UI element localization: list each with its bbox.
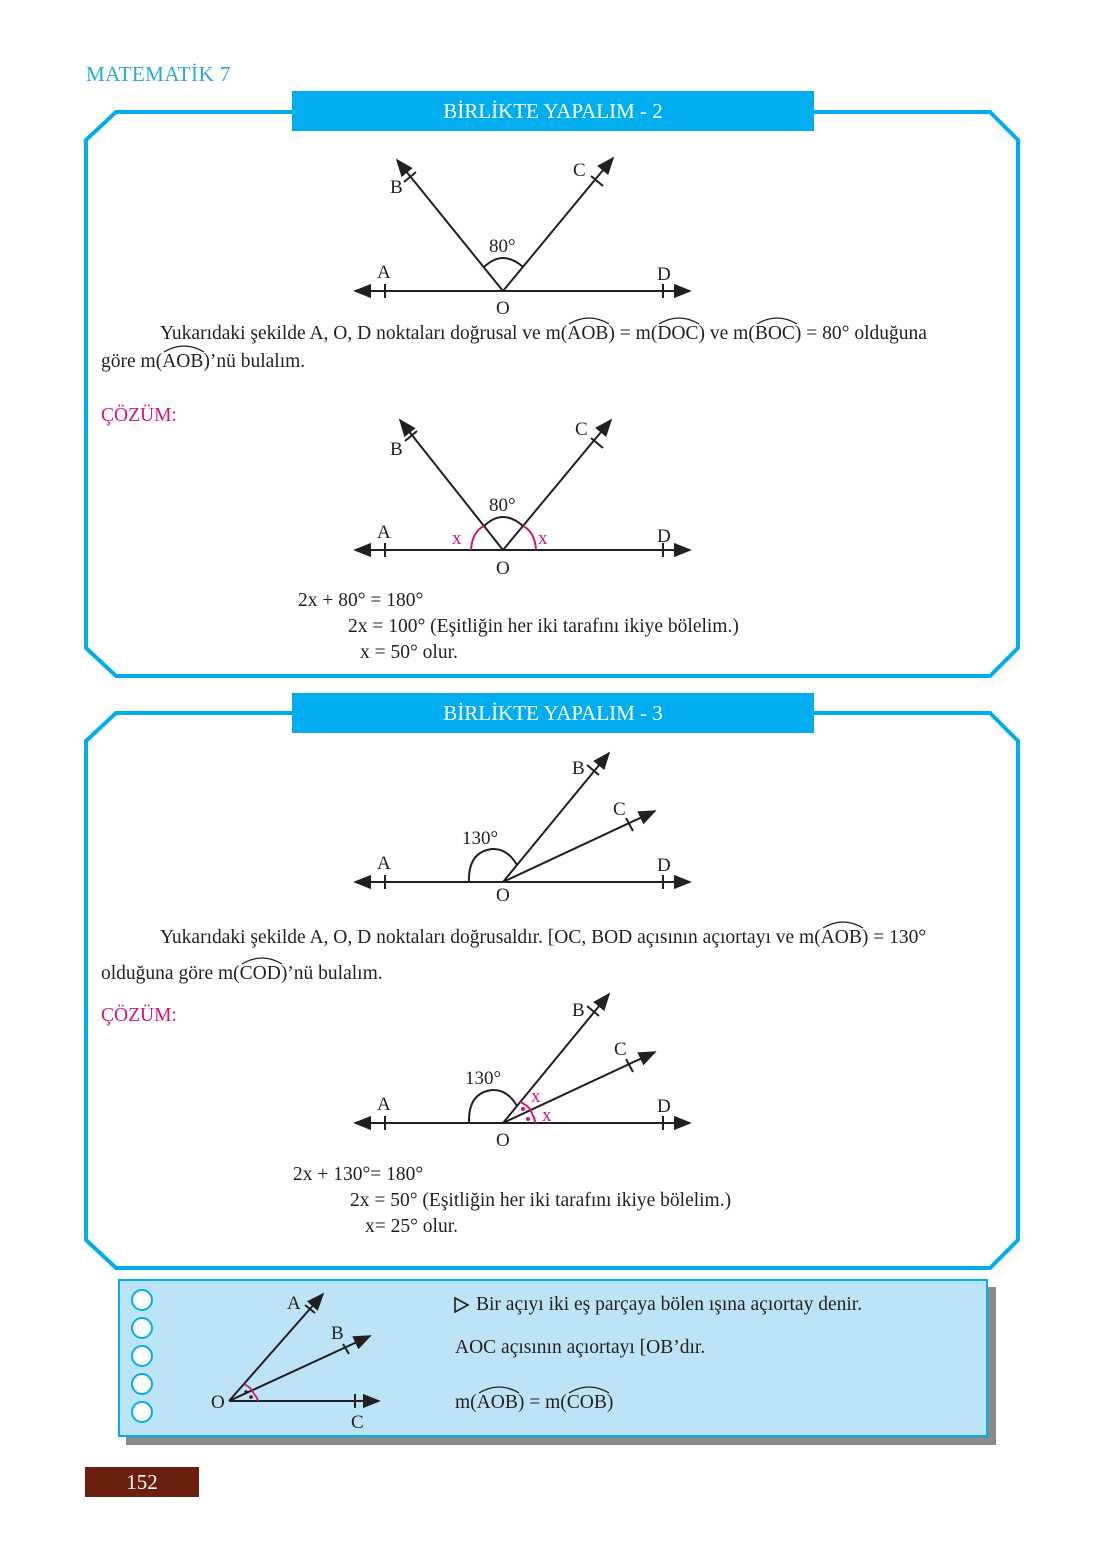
label-a4: A [377, 1094, 391, 1115]
label-o4: O [496, 1130, 510, 1151]
label-angle: 80° [489, 236, 516, 257]
section3-step3: x= 25° olur. [365, 1216, 459, 1237]
label-x-lower: x [542, 1105, 552, 1126]
label-angle2: 80° [489, 495, 516, 516]
running-title: MATEMATİK 7 [86, 62, 231, 86]
label-d: D [657, 264, 671, 285]
page-number: 152 [85, 1467, 199, 1497]
label-b4: B [572, 1000, 585, 1021]
label-b: B [390, 177, 403, 198]
label-o2: O [496, 558, 510, 579]
section2-step1: 2x + 80° = 180° [298, 590, 424, 611]
section2-problem-line1: Yukarıdaki şekilde A, O, D noktaları doğrusal ve m( AOB) = m( DOC) ve m( BOC) = 80° olduğuna [160, 323, 927, 345]
section3-solution-label: ÇÖZÜM: [101, 1005, 177, 1026]
label-c3: C [613, 799, 626, 820]
note-line2: AOC açısının açıortayı [OB’dır. [455, 1337, 706, 1358]
label-x-right: x [538, 528, 548, 549]
section3-problem-line2: olduğuna göre m( COD)’nü bulalım. [101, 963, 383, 985]
section3-step1: 2x + 130°= 180° [293, 1164, 424, 1185]
label-d2: D [657, 526, 671, 547]
note-label-c: C [351, 1412, 364, 1433]
label-o3: O [496, 885, 510, 906]
note-label-a: A [287, 1293, 301, 1314]
section2-step2: 2x = 100° (Eşitliğin her iki tarafını ikiye bölelim.) [348, 616, 739, 637]
section3-problem-line1: Yukarıdaki şekilde A, O, D noktaları doğrusaldır. [OC, BOD açısının açıortayı ve m( AOB) = 130° [160, 927, 926, 949]
label-x-left: x [452, 528, 462, 549]
label-c2: C [575, 419, 588, 440]
label-c4: C [614, 1039, 627, 1060]
label-d4: D [657, 1096, 671, 1117]
section2-problem-line2: göre m( AOB)’nü bulalım. [101, 351, 305, 373]
section2-banner: BİRLİKTE YAPALIM - 2 [292, 91, 814, 131]
label-o: O [496, 298, 510, 319]
section2-solution-label: ÇÖZÜM: [101, 405, 177, 426]
label-b2: B [390, 439, 403, 460]
note-label-b: B [331, 1323, 344, 1344]
label-a: A [377, 262, 391, 283]
bullet-arrow-icon [455, 1298, 468, 1312]
label-a2: A [377, 522, 391, 543]
section3-step2: 2x = 50° (Eşitliğin her iki tarafını ikiye bölelim.) [350, 1190, 732, 1211]
label-angle3: 130° [462, 828, 499, 849]
label-c: C [573, 160, 586, 181]
note-label-o: O [211, 1392, 225, 1413]
ray-oa [229, 1294, 323, 1401]
section2-step3: x = 50° olur. [360, 642, 458, 663]
note-equation: m( AOB) = m( COB) [455, 1392, 613, 1414]
label-x-upper: x [531, 1086, 541, 1107]
label-a3: A [377, 853, 391, 874]
section3-banner: BİRLİKTE YAPALIM - 3 [292, 693, 814, 733]
note-line1: Bir açıyı iki eş parçaya bölen ışına açıortay denir. [476, 1294, 863, 1315]
label-d3: D [657, 855, 671, 876]
label-angle4: 130° [465, 1068, 502, 1089]
label-b3: B [572, 758, 585, 779]
ray-ob [229, 1336, 370, 1401]
